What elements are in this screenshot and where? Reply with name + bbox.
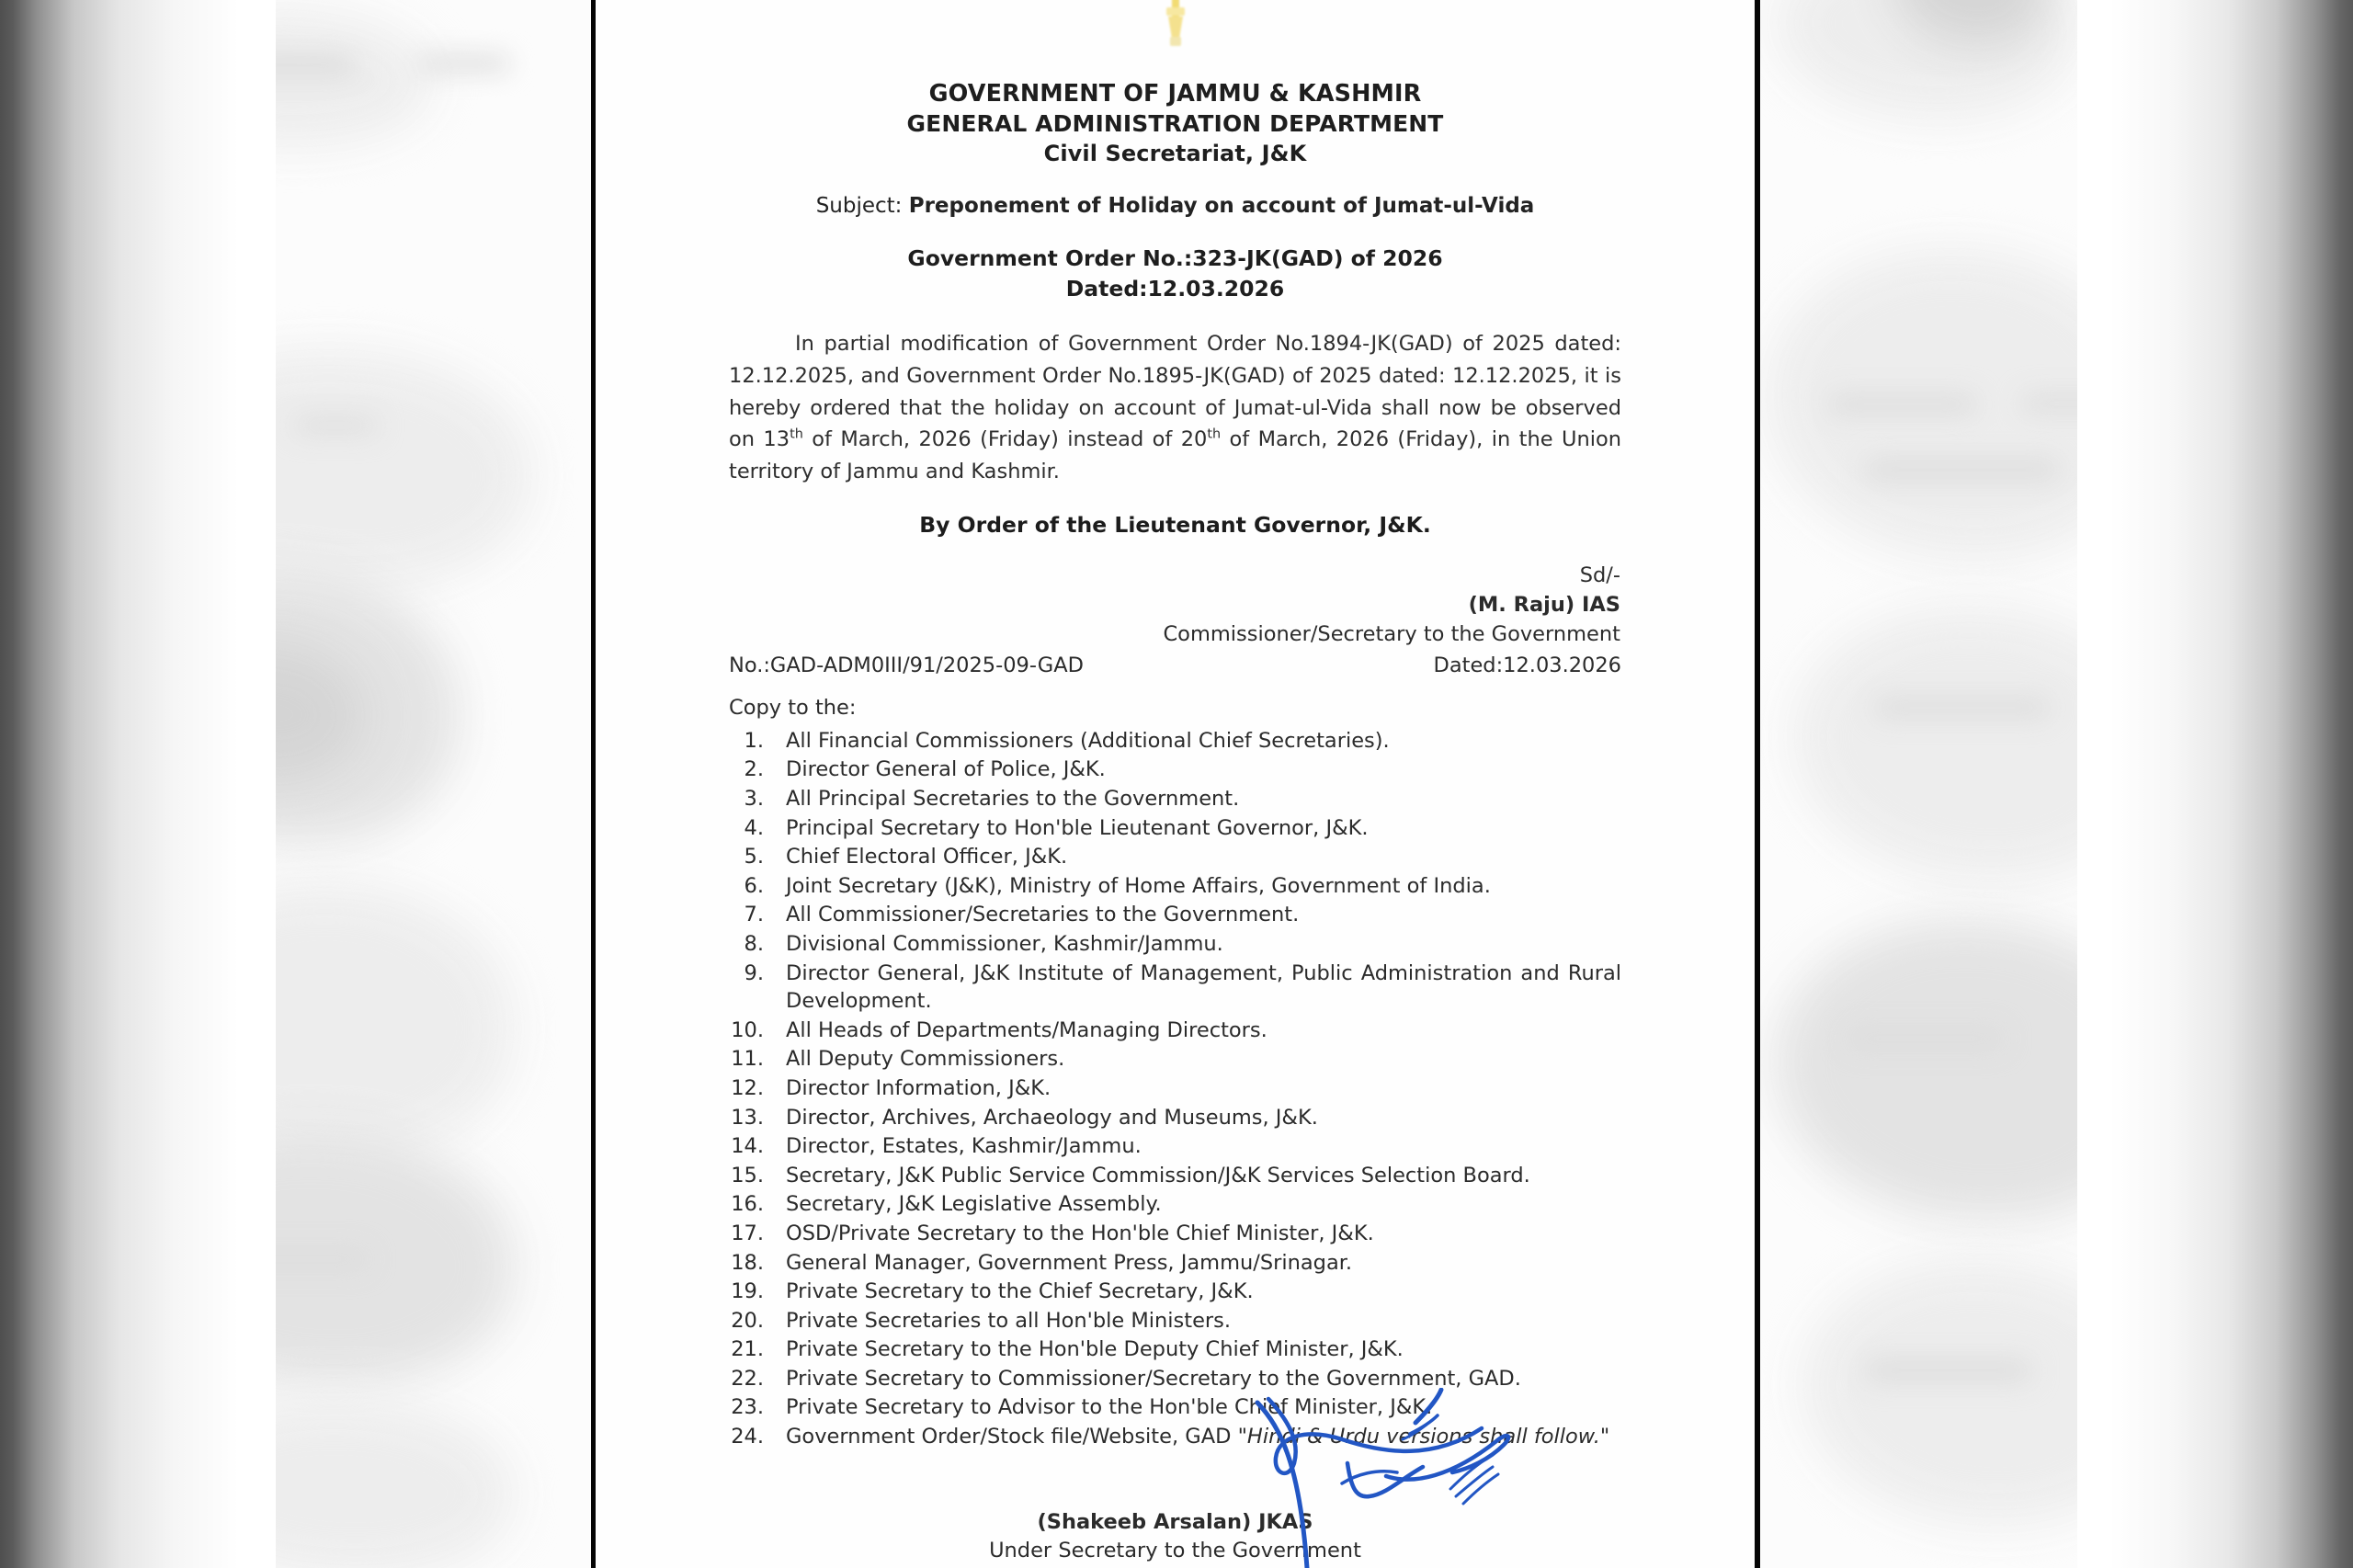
copy-list-item [729, 1278, 1621, 1306]
copy-list-item-number: 19. [731, 1279, 764, 1304]
copy-list-item [729, 1307, 1621, 1335]
body-superscript-1: th [790, 426, 803, 442]
copy-list-item-text: OSD/Private Secretary to the Hon'ble Chief Minister, J&K. [786, 1221, 1374, 1245]
copy-list-item-number: 18. [731, 1250, 764, 1275]
copy-list-item [729, 901, 1621, 929]
copy-list-item [729, 1365, 1621, 1393]
copy-to-label: Copy to the: [729, 695, 857, 720]
government-order-document [591, 0, 1760, 1568]
copy-list-item-text: Chief Electoral Officer, J&K. [786, 845, 1068, 869]
copy-list-item [729, 1335, 1621, 1364]
footer-signatory-block [729, 1508, 1621, 1564]
copy-list-item [729, 1190, 1621, 1219]
copy-list-item-text: Joint Secretary (J&K), Ministry of Home Affairs, Government of India. [786, 873, 1491, 898]
copy-list-item-number: 15. [731, 1163, 764, 1187]
copy-list-item-number: 20. [731, 1308, 764, 1333]
copy-list-item-text: Director General of Police, J&K. [786, 757, 1106, 782]
copy-list-item [729, 785, 1621, 813]
copy-list-item-number: 2. [744, 757, 764, 782]
copy-list-item [729, 727, 1621, 756]
copy-list-item [729, 930, 1621, 959]
right-shadow-gradient [2077, 0, 2353, 1568]
signatory-designation: Commissioner/Secretary to the Government [1163, 622, 1620, 647]
copy-list-item-number: 4. [744, 815, 764, 840]
document-header [729, 0, 1621, 168]
reference-number: No.:GAD-ADM0III/91/2025-09-GAD [729, 653, 1084, 677]
order-number: Government Order No.:323-JK(GAD) of 2026 [907, 244, 1443, 271]
copy-to-list [729, 727, 1621, 1451]
copy-list-item [729, 872, 1621, 901]
left-shadow-gradient [0, 0, 276, 1568]
signatory-block [729, 561, 1621, 650]
footer-signatory-name: (Shakeeb Arsalan) JKAS [1037, 1510, 1313, 1535]
copy-list-item-number: 23. [731, 1395, 764, 1420]
copy-list-item-number: 1. [744, 728, 764, 753]
copy-list-item-text: Director Information, J&K. [786, 1075, 1051, 1100]
header-line-3: Civil Secretariat, J&K [1043, 140, 1307, 166]
copy-list-item-text: Secretary, J&K Legislative Assembly. [786, 1192, 1162, 1217]
copy-list-item-text: Private Secretary to Commissioner/Secretary to the Government, GAD. [786, 1366, 1521, 1391]
copy-list-item [729, 843, 1621, 871]
copy-list-item-text: All Principal Secretaries to the Government. [786, 787, 1240, 811]
body-segment-1: In partial modification of Government Order No.1894-JK(GAD) of 2025 dated: 12.12.2025, and Government Order No.1895-JK(GAD) of 2025 dated: 12.12.2025, it is hereby ordered that the holiday on account of Jumat-ul-Vida shall now be observed on 13 [729, 332, 1621, 452]
copy-list-item [729, 1220, 1621, 1248]
copy-list-item-number: 5. [744, 845, 764, 869]
header-line-2: GENERAL ADMINISTRATION DEPARTMENT [906, 110, 1444, 138]
reference-row [729, 653, 1621, 677]
copy-list-item-number: 7. [744, 903, 764, 927]
copy-list-item-number: 9. [744, 960, 764, 985]
body-segment-2: of March, 2026 (Friday) instead of 20 [802, 427, 1208, 452]
copy-list-item-number: 17. [731, 1221, 764, 1245]
copy-list-item-text: Private Secretary to the Hon'ble Deputy Chief Minister, J&K. [786, 1337, 1404, 1362]
copy-list-item-text: Divisional Commissioner, Kashmir/Jammu. [786, 931, 1223, 956]
copy-list-item-text: All Deputy Commissioners. [786, 1047, 1065, 1072]
copy-list-item-number: 10. [731, 1017, 764, 1042]
copy-list-item-text: All Financial Commissioners (Additional Chief Secretaries). [786, 728, 1390, 753]
copy-list-item-number: 16. [731, 1192, 764, 1217]
header-line-1: GOVERNMENT OF JAMMU & KASHMIR [928, 80, 1422, 108]
copy-list-item [729, 1074, 1621, 1103]
copy-list-item [729, 1017, 1621, 1045]
copy-list-item-text: General Manager, Government Press, Jammu/Srinagar. [786, 1250, 1353, 1275]
copy-list-item-text: All Heads of Departments/Managing Directors. [786, 1017, 1267, 1042]
body-segment-3: of March, 2026 (Friday), in the Union territory of Jammu and Kashmir. [729, 427, 1621, 483]
copy-list-item-number: 13. [731, 1105, 764, 1130]
copy-list-item-number: 12. [731, 1075, 764, 1100]
copy-list-item-number: 21. [731, 1337, 764, 1362]
order-date: Dated:12.03.2026 [1065, 276, 1285, 302]
copy-list-item-text: Director, Estates, Kashmir/Jammu. [786, 1134, 1142, 1159]
copy-list-item-text: Private Secretary to the Chief Secretary, J&K. [786, 1279, 1254, 1304]
copy-list-item [729, 1423, 1621, 1451]
copy-list-item-text: Secretary, J&K Public Service Commission/J&K Services Selection Board. [786, 1163, 1530, 1187]
copy-list-item-text: Director General, J&K Institute of Management, Public Administration and Rural Development. [786, 960, 1621, 1014]
subject-label: Subject: [815, 193, 903, 218]
copy-list-item-number: 14. [731, 1134, 764, 1159]
copy-list-item-text: All Commissioner/Secretaries to the Government. [786, 903, 1300, 927]
body-superscript-2: th [1207, 426, 1222, 442]
order-number-block [729, 244, 1621, 305]
copy-list-item-text: Private Secretary to Advisor to the Hon'ble Chief Minister, J&K. [786, 1395, 1433, 1420]
copy-list-item [729, 756, 1621, 784]
copy-list-item [729, 1132, 1621, 1161]
copy-list-item [729, 960, 1621, 1016]
copy-list-item-number: 22. [731, 1366, 764, 1391]
copy-list-item-number: 6. [744, 873, 764, 898]
copy-list-item-number: 3. [744, 787, 764, 811]
footer-signatory-designation: Under Secretary to the Government [989, 1538, 1361, 1562]
copy-list-item-text: Private Secretaries to all Hon'ble Ministers. [786, 1308, 1232, 1333]
copy-list-item-number: 11. [731, 1047, 764, 1072]
copy-list-item-text-plain: Government Order/Stock file/Website, GAD [786, 1425, 1238, 1449]
signatory-name: (M. Raju) IAS [1468, 593, 1620, 618]
copy-list-item [729, 1104, 1621, 1132]
copy-list-item-text: Principal Secretary to Hon'ble Lieutenant Governor, J&K. [786, 815, 1369, 840]
by-order-line: By Order of the Lieutenant Governor, J&K. [919, 511, 1431, 538]
copy-list-item [729, 1249, 1621, 1278]
reference-date: Dated:12.03.2026 [1433, 653, 1621, 677]
copy-list-item [729, 814, 1621, 843]
copy-list-item-number: 24. [731, 1425, 764, 1449]
copy-list-item-number: 8. [744, 931, 764, 956]
copy-list-item [729, 1162, 1621, 1190]
subject-value: Preponement of Holiday on account of Jumat-ul-Vida [908, 193, 1535, 218]
subject-line [729, 193, 1621, 221]
order-body-paragraph [729, 328, 1621, 487]
copy-list-item [729, 1045, 1621, 1074]
copy-list-item-text-italic: "Hindi & Urdu versions shall follow." [1237, 1425, 1610, 1449]
copy-list-item [729, 1393, 1621, 1422]
copy-list-item-text: Director, Archives, Archaeology and Museums, J&K. [786, 1105, 1318, 1130]
copy-list-item-text [786, 1423, 1621, 1451]
signed-marker: Sd/- [1579, 562, 1620, 587]
